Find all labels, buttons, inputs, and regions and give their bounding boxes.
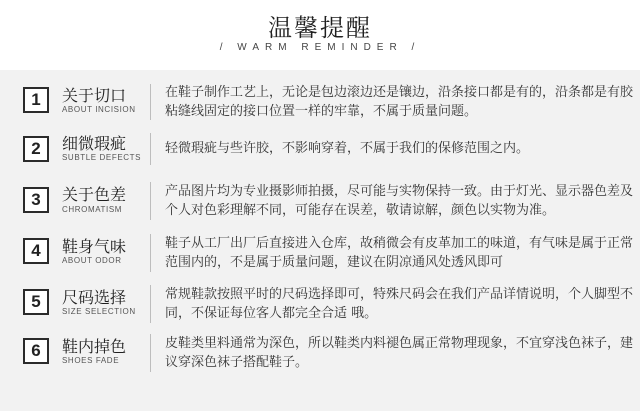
item-subtitle: ABOUT INCISION [62, 105, 136, 114]
item-title: 鞋身气味 [62, 237, 127, 256]
item-description: 常规鞋款按照平时的尺码选择即可，特殊尺码会在我们产品详情说明，个人脚型不同，不保证每位客人都完全合适 哦。 [165, 287, 634, 321]
list-item [0, 335, 640, 385]
divider [150, 84, 151, 120]
item-title: 尺码选择 [62, 288, 127, 307]
item-description: 轻微瑕疵与些许胶，不影响穿着，不属于我们的保修范围之内。 [165, 141, 530, 156]
item-number: 4 [23, 238, 49, 264]
item-title: 关于切口 [62, 86, 127, 105]
divider [150, 234, 151, 272]
item-title: 鞋内掉色 [62, 337, 127, 356]
page-subtitle: / WARM REMINDER / [219, 42, 421, 53]
item-title: 细微瑕疵 [62, 134, 127, 153]
list-item [0, 133, 640, 183]
item-number: 1 [23, 87, 49, 113]
divider [150, 182, 151, 220]
item-subtitle: SUBTLE DEFECTS [62, 153, 142, 162]
item-number: 5 [23, 289, 49, 315]
item-subtitle: CHROMATISM [62, 205, 123, 214]
item-number: 6 [23, 338, 49, 364]
list-item [0, 80, 640, 130]
item-description: 在鞋子制作工艺上，无论是包边滚边还是镶边，沿条接口都是有的，沿条都是有胶粘缝线固定的接口位置一样的牢靠，不属于质量问题。 [165, 85, 634, 119]
item-title: 关于色差 [62, 185, 127, 204]
list-item [0, 284, 640, 334]
list-item [0, 233, 640, 283]
divider [150, 133, 151, 165]
list-item [0, 180, 640, 230]
item-subtitle: SHOES FADE [62, 356, 120, 365]
item-subtitle: SIZE SELECTION [62, 307, 136, 316]
reminder-list [0, 70, 640, 411]
item-description: 鞋子从工厂出厂后直接进入仓库，故稍微会有皮革加工的味道，有气味是属于正常范围内的，不是属于质量问题，建议在阴凉通风处透风即可 [165, 236, 634, 270]
divider [150, 285, 151, 323]
item-subtitle: ABOUT ODOR [62, 256, 122, 265]
item-description: 产品图片均为专业摄影师拍摄，尽可能与实物保持一致。由于灯光、显示器色差及个人对色彩理解不同，可能存在误差，敬请谅解，颜色以实物为准。 [165, 184, 634, 218]
divider [150, 334, 151, 372]
item-number: 3 [23, 187, 49, 213]
item-number: 2 [23, 136, 49, 162]
page-title: 温馨提醒 [268, 14, 372, 42]
item-description: 皮鞋类里料通常为深色，所以鞋类内料褪色属正常物理现象，不宜穿浅色袜子，建议穿深色袜子搭配鞋子。 [165, 336, 634, 370]
header [0, 0, 640, 70]
